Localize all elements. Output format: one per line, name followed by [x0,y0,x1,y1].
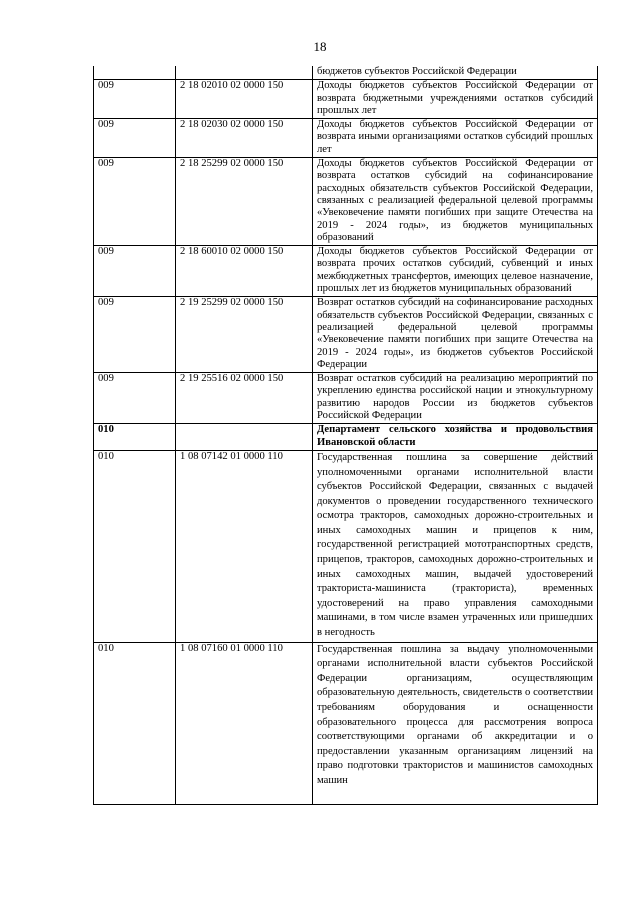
admin-code-cell: 009 [94,246,176,297]
admin-code-cell: 009 [94,158,176,246]
description-cell: Доходы бюджетов субъектов Российской Федерации от возврата остатков субсидий на софинансирование расходных обязательств субъектов Российской Федерации, связанных с реализацией федеральной целевой программы «Увековечение памяти погибших при защите Отечества на 2019 - 2024 годы», из бюджетов муниципальных образований [313,158,598,246]
table-row [94,158,598,246]
admin-code-cell: 010 [94,450,176,642]
admin-code-cell: 009 [94,297,176,373]
admin-code-cell: 009 [94,80,176,119]
description-cell: бюджетов субъектов Российской Федерации [313,66,598,80]
admin-code-cell: 009 [94,373,176,424]
budget-revenue-table [93,66,598,805]
description-cell: Государственная пошлина за совершение действий уполномоченными органами исполнительной власти субъектов Российской Федерации, связанных с выдачей документов о проведении государственного технического осмотра тракторов, самоходных дорожно-строительных и иных самоходных машин и прицепов к ним, государственной регистрацией мототранспортных средств, прицепов, тракторов, самоходных дорожно-строительных и иных самоходных машин, выдачей удостоверений тракториста-машиниста (тракториста), временных удостоверений на право управления самоходными машинами, в том числе взамен утраченных или пришедших в негодность [313,450,598,642]
table-row [94,119,598,158]
budget-code-cell: 2 18 02010 02 0000 150 [176,80,313,119]
admin-code-cell: 010 [94,642,176,804]
table-row [94,297,598,373]
department-name-cell: Департамент сельского хозяйства и продовольствия Ивановской области [313,424,598,451]
table-row [94,373,598,424]
description-cell: Возврат остатков субсидий на реализацию мероприятий по укреплению единства российской нации и этнокультурному развитию народов России из бюджетов субъектов Российской Федерации [313,373,598,424]
table-row [94,80,598,119]
budget-code-cell: 1 08 07142 01 0000 110 [176,450,313,642]
admin-code-cell: 010 [94,424,176,451]
table-row [94,450,598,642]
description-cell: Возврат остатков субсидий на софинансирование расходных обязательств субъектов Российской Федерации, связанных с реализацией федеральной целевой программы «Увековечение памяти погибших при защите Отечества на 2019 - 2024 годы», из бюджетов субъектов Российской Федерации [313,297,598,373]
budget-code-cell [176,424,313,451]
budget-code-cell: 2 18 25299 02 0000 150 [176,158,313,246]
description-cell: Доходы бюджетов субъектов Российской Федерации от возврата иными организациями остатков субсидий прошлых лет [313,119,598,158]
budget-code-cell: 2 18 60010 02 0000 150 [176,246,313,297]
budget-code-cell: 1 08 07160 01 0000 110 [176,642,313,804]
description-cell: Государственная пошлина за выдачу уполномоченными органами исполнительной власти субъектов Российской Федерации организациям, осуществляющим образовательную деятельность, свидетельств о соответствии требованиям оборудования и оснащенности образовательного процесса для рассмотрения вопроса соответствующими органами об аккредитации и о предоставлении указанным организациям лицензий на право подготовки трактористов и машинистов самоходных машин [313,642,598,804]
description-cell: Доходы бюджетов субъектов Российской Федерации от возврата бюджетными учреждениями остатков субсидий прошлых лет [313,80,598,119]
table-row [94,66,598,80]
budget-code-cell [176,66,313,80]
budget-code-cell: 2 18 02030 02 0000 150 [176,119,313,158]
page-number: 18 [313,39,327,54]
section-header-row [94,424,598,451]
table-row [94,642,598,804]
description-cell: Доходы бюджетов субъектов Российской Федерации от возврата прочих остатков субсидий, субвенций и иных межбюджетных трансфертов, имеющих целевое назначение, прошлых лет из бюджетов муниципальных образований [313,246,598,297]
budget-code-cell: 2 19 25299 02 0000 150 [176,297,313,373]
admin-code-cell [94,66,176,80]
budget-code-cell: 2 19 25516 02 0000 150 [176,373,313,424]
table-row [94,246,598,297]
admin-code-cell: 009 [94,119,176,158]
